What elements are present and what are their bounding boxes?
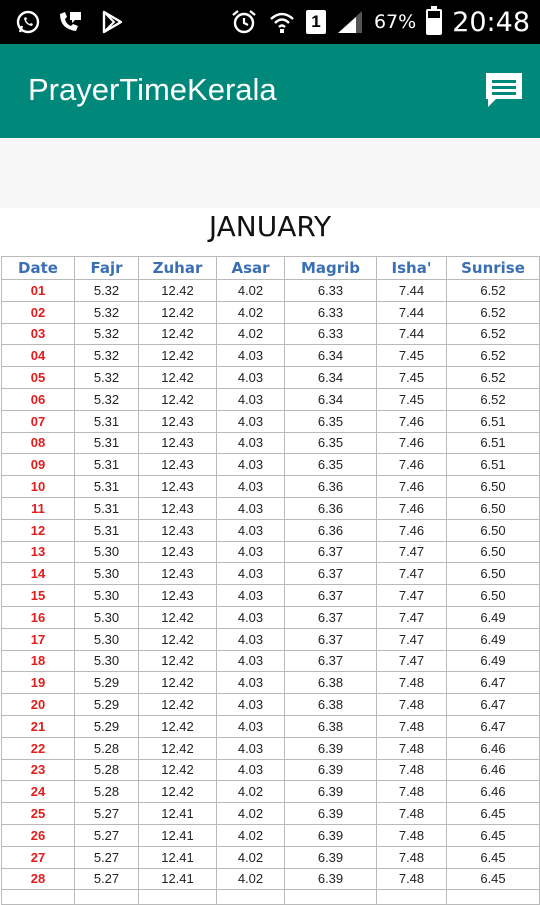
time-cell: 4.03 [217, 367, 285, 389]
time-cell: 5.32 [75, 367, 139, 389]
time-cell: 6.50 [447, 541, 540, 563]
date-cell: 11 [2, 497, 75, 519]
table-row [2, 672, 540, 694]
time-cell: 5.31 [75, 432, 139, 454]
date-cell: 24 [2, 781, 75, 803]
time-cell: 12.41 [139, 824, 217, 846]
time-cell: 6.38 [285, 672, 377, 694]
time-cell: 12.43 [139, 476, 217, 498]
date-cell: 12 [2, 519, 75, 541]
time-cell: 6.52 [447, 301, 540, 323]
time-cell: 6.39 [285, 824, 377, 846]
time-cell: 6.39 [285, 803, 377, 825]
time-cell: 4.03 [217, 410, 285, 432]
whatsapp-icon [14, 8, 42, 36]
time-cell: 5.29 [75, 672, 139, 694]
date-cell: 13 [2, 541, 75, 563]
time-cell: 4.03 [217, 563, 285, 585]
battery-percent: 67% [373, 11, 417, 33]
time-cell: 12.42 [139, 388, 217, 410]
time-cell: 7.47 [377, 563, 447, 585]
time-cell: 12.42 [139, 650, 217, 672]
time-cell: 6.37 [285, 563, 377, 585]
date-cell: 16 [2, 606, 75, 628]
time-cell: 6.52 [447, 345, 540, 367]
time-cell: 7.47 [377, 628, 447, 650]
time-cell: 7.45 [377, 367, 447, 389]
table-row [2, 388, 540, 410]
table-row [2, 868, 540, 890]
table-row [2, 345, 540, 367]
time-cell: 5.31 [75, 497, 139, 519]
time-cell: 4.03 [217, 715, 285, 737]
time-cell: 5.29 [75, 715, 139, 737]
date-cell: 18 [2, 650, 75, 672]
time-cell: 5.31 [75, 454, 139, 476]
time-cell: 6.50 [447, 519, 540, 541]
time-cell: 4.03 [217, 454, 285, 476]
time-cell: 7.48 [377, 846, 447, 868]
table-row [2, 367, 540, 389]
date-cell: 04 [2, 345, 75, 367]
empty-cell [75, 890, 139, 905]
time-cell: 4.03 [217, 541, 285, 563]
time-cell: 6.39 [285, 759, 377, 781]
time-cell: 5.28 [75, 781, 139, 803]
time-cell: 6.50 [447, 476, 540, 498]
clock: 20:48 [452, 6, 530, 38]
time-cell: 12.42 [139, 323, 217, 345]
time-cell: 7.47 [377, 585, 447, 607]
time-cell: 5.31 [75, 476, 139, 498]
date-cell: 21 [2, 715, 75, 737]
time-cell: 6.35 [285, 410, 377, 432]
date-cell: 25 [2, 803, 75, 825]
alarm-icon [230, 8, 258, 36]
time-cell: 4.02 [217, 803, 285, 825]
table-body [2, 280, 540, 905]
time-cell: 5.30 [75, 606, 139, 628]
date-cell: 01 [2, 280, 75, 302]
time-cell: 12.42 [139, 301, 217, 323]
time-cell: 12.43 [139, 585, 217, 607]
table-row [2, 541, 540, 563]
time-cell: 6.37 [285, 606, 377, 628]
time-cell: 5.28 [75, 759, 139, 781]
column-header: Zuhar [139, 257, 217, 280]
time-cell: 4.03 [217, 606, 285, 628]
time-cell: 7.45 [377, 345, 447, 367]
time-cell: 12.43 [139, 541, 217, 563]
table-row [2, 650, 540, 672]
time-cell: 5.30 [75, 563, 139, 585]
empty-cell [447, 890, 540, 905]
time-cell: 5.31 [75, 519, 139, 541]
table-row [2, 323, 540, 345]
time-cell: 6.46 [447, 759, 540, 781]
message-button[interactable] [482, 70, 526, 112]
time-cell: 5.29 [75, 694, 139, 716]
time-cell: 12.42 [139, 737, 217, 759]
time-cell: 6.38 [285, 715, 377, 737]
time-cell: 5.30 [75, 541, 139, 563]
time-cell: 6.51 [447, 410, 540, 432]
date-cell: 28 [2, 868, 75, 890]
time-cell: 6.50 [447, 585, 540, 607]
column-header: Fajr [75, 257, 139, 280]
time-cell: 12.42 [139, 345, 217, 367]
time-cell: 12.41 [139, 868, 217, 890]
table-row [2, 519, 540, 541]
time-cell: 12.43 [139, 563, 217, 585]
time-cell: 6.39 [285, 781, 377, 803]
time-cell: 6.36 [285, 497, 377, 519]
battery-icon [426, 9, 442, 35]
time-cell: 7.48 [377, 824, 447, 846]
time-cell: 6.51 [447, 432, 540, 454]
time-cell: 6.52 [447, 367, 540, 389]
time-cell: 5.32 [75, 301, 139, 323]
date-cell: 19 [2, 672, 75, 694]
time-cell: 6.52 [447, 323, 540, 345]
time-cell: 12.42 [139, 672, 217, 694]
time-cell: 12.41 [139, 803, 217, 825]
table-row [2, 759, 540, 781]
table-row [2, 781, 540, 803]
date-cell: 23 [2, 759, 75, 781]
empty-cell [377, 890, 447, 905]
time-cell: 4.03 [217, 476, 285, 498]
time-cell: 12.42 [139, 715, 217, 737]
time-cell: 7.48 [377, 672, 447, 694]
time-cell: 6.34 [285, 388, 377, 410]
date-cell: 14 [2, 563, 75, 585]
table-row [2, 454, 540, 476]
table-row [2, 737, 540, 759]
content-spacer [0, 138, 540, 208]
system-status [230, 0, 530, 44]
time-cell: 5.32 [75, 323, 139, 345]
time-cell: 4.02 [217, 846, 285, 868]
time-cell: 12.42 [139, 781, 217, 803]
date-cell: 15 [2, 585, 75, 607]
time-cell: 7.46 [377, 519, 447, 541]
time-cell: 6.36 [285, 519, 377, 541]
column-header: Date [2, 257, 75, 280]
table-row [2, 497, 540, 519]
time-cell: 6.38 [285, 694, 377, 716]
time-cell: 5.27 [75, 868, 139, 890]
time-cell: 4.02 [217, 824, 285, 846]
date-cell: 03 [2, 323, 75, 345]
time-cell: 6.39 [285, 737, 377, 759]
time-cell: 6.45 [447, 824, 540, 846]
time-cell: 6.52 [447, 280, 540, 302]
date-cell: 22 [2, 737, 75, 759]
time-cell: 6.33 [285, 323, 377, 345]
time-cell: 6.49 [447, 606, 540, 628]
empty-cell [217, 890, 285, 905]
time-cell: 4.02 [217, 323, 285, 345]
time-cell: 12.43 [139, 410, 217, 432]
table-row [2, 715, 540, 737]
time-cell: 5.32 [75, 280, 139, 302]
time-cell: 5.27 [75, 846, 139, 868]
date-cell: 06 [2, 388, 75, 410]
time-cell: 4.03 [217, 672, 285, 694]
prayer-time-table [1, 256, 540, 905]
table-row [2, 301, 540, 323]
time-cell: 12.43 [139, 497, 217, 519]
message-icon [482, 70, 526, 112]
time-cell: 6.52 [447, 388, 540, 410]
time-cell: 6.46 [447, 781, 540, 803]
play-store-icon [98, 8, 126, 36]
call-chat-icon [56, 8, 84, 36]
empty-cell [285, 890, 377, 905]
time-cell: 7.47 [377, 606, 447, 628]
time-cell: 6.39 [285, 868, 377, 890]
table-row [2, 563, 540, 585]
time-cell: 4.02 [217, 781, 285, 803]
table-row [2, 585, 540, 607]
time-cell: 4.02 [217, 868, 285, 890]
date-cell: 27 [2, 846, 75, 868]
time-cell: 7.48 [377, 781, 447, 803]
date-cell: 17 [2, 628, 75, 650]
time-cell: 7.44 [377, 280, 447, 302]
time-cell: 7.48 [377, 715, 447, 737]
time-cell: 12.43 [139, 519, 217, 541]
column-header: Sunrise [447, 257, 540, 280]
time-cell: 4.02 [217, 280, 285, 302]
time-cell: 6.50 [447, 497, 540, 519]
time-cell: 12.42 [139, 759, 217, 781]
time-cell: 7.48 [377, 868, 447, 890]
time-cell: 6.33 [285, 280, 377, 302]
column-header: Isha' [377, 257, 447, 280]
time-cell: 4.03 [217, 737, 285, 759]
time-cell: 5.32 [75, 345, 139, 367]
time-cell: 7.46 [377, 476, 447, 498]
signal-icon [336, 8, 364, 36]
time-cell: 6.46 [447, 737, 540, 759]
time-cell: 4.03 [217, 388, 285, 410]
time-cell: 7.44 [377, 301, 447, 323]
time-cell: 6.45 [447, 868, 540, 890]
time-cell: 7.48 [377, 694, 447, 716]
time-cell: 5.30 [75, 585, 139, 607]
table-row [2, 824, 540, 846]
table-row [2, 846, 540, 868]
table-row [2, 410, 540, 432]
time-cell: 4.03 [217, 650, 285, 672]
time-cell: 6.34 [285, 345, 377, 367]
time-cell: 7.47 [377, 541, 447, 563]
time-cell: 12.42 [139, 367, 217, 389]
empty-cell [2, 890, 75, 905]
sim-indicator: 1 [306, 10, 326, 34]
time-cell: 6.47 [447, 672, 540, 694]
time-cell: 4.03 [217, 628, 285, 650]
time-cell: 4.03 [217, 585, 285, 607]
table-row [2, 476, 540, 498]
time-cell: 6.37 [285, 628, 377, 650]
time-cell: 4.03 [217, 497, 285, 519]
table-row [2, 628, 540, 650]
table-row [2, 803, 540, 825]
date-cell: 26 [2, 824, 75, 846]
time-cell: 6.39 [285, 846, 377, 868]
date-cell: 09 [2, 454, 75, 476]
time-cell: 5.30 [75, 628, 139, 650]
time-cell: 12.42 [139, 280, 217, 302]
time-cell: 5.32 [75, 388, 139, 410]
notification-icons [14, 8, 126, 36]
time-cell: 12.41 [139, 846, 217, 868]
time-cell: 5.31 [75, 410, 139, 432]
table-row [2, 606, 540, 628]
time-cell: 7.46 [377, 432, 447, 454]
column-header: Magrib [285, 257, 377, 280]
time-cell: 7.45 [377, 388, 447, 410]
time-cell: 6.47 [447, 694, 540, 716]
date-cell: 05 [2, 367, 75, 389]
time-cell: 12.43 [139, 454, 217, 476]
time-cell: 6.35 [285, 432, 377, 454]
time-cell: 6.37 [285, 585, 377, 607]
time-cell: 4.03 [217, 432, 285, 454]
time-cell: 7.46 [377, 454, 447, 476]
table-header-row [2, 257, 540, 280]
date-cell: 10 [2, 476, 75, 498]
time-cell: 6.34 [285, 367, 377, 389]
time-cell: 6.33 [285, 301, 377, 323]
table-row [2, 280, 540, 302]
time-cell: 5.27 [75, 824, 139, 846]
table-row [2, 432, 540, 454]
date-cell: 07 [2, 410, 75, 432]
wifi-icon [268, 8, 296, 36]
time-cell: 6.49 [447, 628, 540, 650]
time-cell: 12.42 [139, 694, 217, 716]
time-cell: 6.49 [447, 650, 540, 672]
date-cell: 02 [2, 301, 75, 323]
app-title: PrayerTimeKerala [28, 72, 277, 107]
table-row-partial [2, 890, 540, 905]
time-cell: 6.37 [285, 650, 377, 672]
time-cell: 7.48 [377, 737, 447, 759]
time-cell: 6.47 [447, 715, 540, 737]
time-cell: 7.46 [377, 497, 447, 519]
time-cell: 5.30 [75, 650, 139, 672]
time-cell: 7.44 [377, 323, 447, 345]
time-cell: 5.28 [75, 737, 139, 759]
date-cell: 08 [2, 432, 75, 454]
status-bar [0, 0, 540, 44]
time-cell: 6.36 [285, 476, 377, 498]
app-bar [0, 44, 540, 138]
time-cell: 4.03 [217, 345, 285, 367]
table-row [2, 694, 540, 716]
time-cell: 6.51 [447, 454, 540, 476]
time-cell: 4.02 [217, 301, 285, 323]
date-cell: 20 [2, 694, 75, 716]
time-cell: 4.03 [217, 759, 285, 781]
time-cell: 12.42 [139, 606, 217, 628]
column-header: Asar [217, 257, 285, 280]
time-cell: 12.42 [139, 628, 217, 650]
time-cell: 7.47 [377, 650, 447, 672]
time-cell: 7.48 [377, 759, 447, 781]
time-cell: 6.35 [285, 454, 377, 476]
time-cell: 7.48 [377, 803, 447, 825]
month-title: JANUARY [208, 210, 332, 243]
time-cell: 7.46 [377, 410, 447, 432]
time-cell: 4.03 [217, 694, 285, 716]
time-cell: 5.27 [75, 803, 139, 825]
time-cell: 4.03 [217, 519, 285, 541]
time-cell: 6.50 [447, 563, 540, 585]
empty-cell [139, 890, 217, 905]
time-cell: 6.37 [285, 541, 377, 563]
time-cell: 6.45 [447, 846, 540, 868]
time-cell: 6.45 [447, 803, 540, 825]
time-cell: 12.43 [139, 432, 217, 454]
